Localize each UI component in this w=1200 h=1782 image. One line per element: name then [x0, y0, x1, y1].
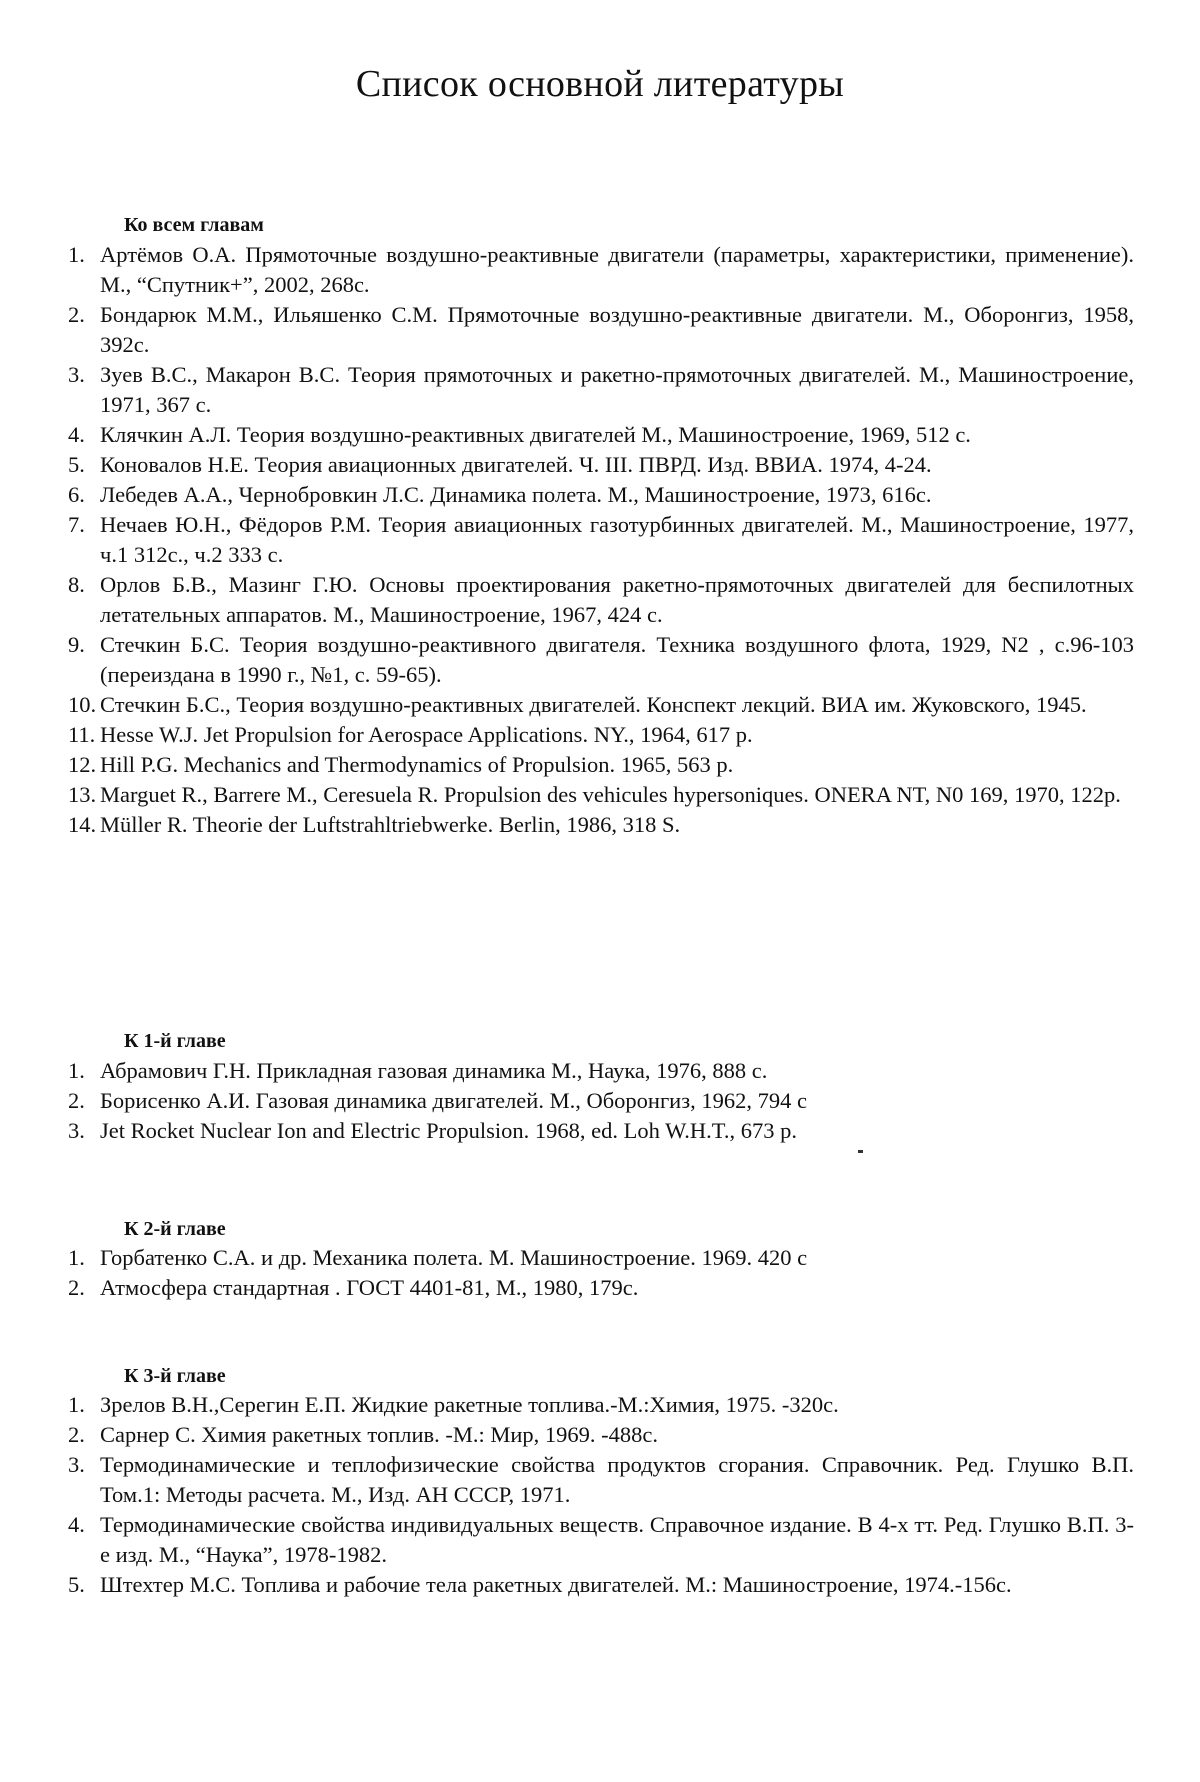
reference-item [0, 810, 1134, 840]
reference-list-all-chapters [0, 240, 1200, 840]
reference-item [0, 1243, 1134, 1273]
reference-item [0, 750, 1134, 780]
reference-item [0, 300, 1134, 360]
reference-text: Jet Rocket Nuclear Ion and Electric Propulsion. 1968, ed. Loh W.H.T., 673 p. [100, 1118, 797, 1143]
reference-number: 7. [68, 512, 85, 537]
reference-text: Hill P.G. Mechanics and Thermodynamics of Propulsion. 1965, 563 p. [100, 752, 734, 777]
reference-item [0, 450, 1134, 480]
reference-number: 14. [68, 812, 97, 837]
reference-text: Штехтер М.С. Топлива и рабочие тела ракетных двигателей. М.: Машиностроение, 1974.-156с. [100, 1572, 1012, 1597]
reference-item [0, 630, 1134, 690]
reference-text: Marguet R., Barrere M., Ceresuela R. Propulsion des vehicules hypersoniques. ONERA NT, N0 169, 1970, 122p. [100, 782, 1121, 807]
reference-text: Термодинамические свойства индивидуальных веществ. Справочное издание. В 4-х тт. Ред. Глушко В.П. 3-е изд. М., “Наука”, 1978-1982. [100, 1512, 1134, 1567]
reference-number: 2. [68, 1275, 85, 1300]
reference-text: Сарнер С. Химия ракетных топлив. -М.: Мир, 1969. -488с. [100, 1422, 659, 1447]
reference-item [0, 510, 1134, 570]
reference-text: Зрелов В.Н.,Серегин Е.П. Жидкие ракетные топлива.-М.:Химия, 1975. -320с. [100, 1392, 839, 1417]
reference-text: Зуев В.С., Макарон В.С. Теория прямоточных и ракетно-прямоточных двигателей. М., Машиностроение, 1971, 367 с. [100, 362, 1134, 417]
reference-item [0, 1570, 1134, 1600]
reference-text: Абрамович Г.Н. Прикладная газовая динамика М., Наука, 1976, 888 с. [100, 1058, 768, 1083]
reference-number: 4. [68, 422, 85, 447]
reference-text: Горбатенко С.А. и др. Механика полета. М. Машиностроение. 1969. 420 с [100, 1245, 808, 1270]
reference-text: Нечаев Ю.Н., Фёдоров Р.М. Теория авиационных газотурбинных двигателей. М., Машиностроение, 1977, ч.1 312с., ч.2 333 с. [100, 512, 1134, 567]
reference-number: 6. [68, 482, 85, 507]
reference-number: 2. [68, 1422, 85, 1447]
reference-item [0, 690, 1134, 720]
reference-number: 5. [68, 1572, 85, 1597]
reference-text: Артёмов О.А. Прямоточные воздушно-реактивные двигатели (параметры, характеристики, применение). М., “Спутник+”, 2002, 268с. [100, 242, 1134, 297]
reference-number: 4. [68, 1512, 85, 1537]
reference-item [0, 1390, 1134, 1420]
reference-text: Термодинамические и теплофизические свойства продуктов сгорания. Справочник. Ред. Глушко В.П. Том.1: Методы расчета. М., Изд. АН СССР, 1971. [100, 1452, 1134, 1507]
reference-number: 3. [68, 1452, 85, 1477]
reference-text: Атмосфера стандартная . ГОСТ 4401-81, М., 1980, 179с. [100, 1275, 639, 1300]
section-heading-chapter-2: К 2-й главе [124, 1218, 226, 1240]
reference-list-chapter-2 [0, 1243, 1200, 1303]
section-heading-chapter-1: К 1-й главе [124, 1030, 226, 1052]
reference-number: 1. [68, 1392, 85, 1417]
reference-number: 3. [68, 1118, 85, 1143]
reference-item [0, 480, 1134, 510]
reference-number: 1. [68, 1058, 85, 1083]
reference-item [0, 420, 1134, 450]
reference-item [0, 1420, 1134, 1450]
reference-number: 13. [68, 782, 97, 807]
reference-text: Hesse W.J. Jet Propulsion for Aerospace Applications. NY., 1964, 617 p. [100, 722, 753, 747]
reference-number: 11. [68, 722, 96, 747]
reference-item [0, 780, 1134, 810]
reference-item [0, 1086, 1134, 1116]
reference-text: Лебедев А.А., Чернобровкин Л.С. Динамика полета. М., Машиностроение, 1973, 616с. [100, 482, 932, 507]
section-heading-chapter-3: К 3-й главе [124, 1365, 226, 1387]
reference-number: 9. [68, 632, 85, 657]
reference-text: Müller R. Theorie der Luftstrahltriebwerke. Berlin, 1986, 318 S. [100, 812, 681, 837]
reference-item [0, 720, 1134, 750]
scan-speck [858, 1150, 863, 1153]
page-title: Список основной литературы [355, 63, 845, 105]
reference-list-chapter-1 [0, 1056, 1200, 1146]
reference-list-chapter-3 [0, 1390, 1200, 1600]
reference-text: Клячкин А.Л. Теория воздушно-реактивных двигателей М., Машиностроение, 1969, 512 с. [100, 422, 971, 447]
reference-item [0, 1510, 1134, 1570]
reference-text: Коновалов Н.Е. Теория авиационных двигателей. Ч. III. ПВРД. Изд. ВВИА. 1974, 4-24. [100, 452, 932, 477]
reference-item [0, 360, 1134, 420]
reference-number: 2. [68, 1088, 85, 1113]
reference-number: 2. [68, 302, 85, 327]
reference-item [0, 1273, 1134, 1303]
reference-item [0, 1056, 1134, 1086]
reference-item [0, 570, 1134, 630]
reference-text: Борисенко А.И. Газовая динамика двигателей. М., Оборонгиз, 1962, 794 с [100, 1088, 807, 1113]
reference-number: 10. [68, 692, 97, 717]
reference-number: 1. [68, 1245, 85, 1270]
reference-text: Стечкин Б.С., Теория воздушно-реактивных двигателей. Конспект лекций. ВИА им. Жуковского, 1945. [100, 692, 1087, 717]
reference-text: Бондарюк М.М., Ильяшенко С.М. Прямоточные воздушно-реактивные двигатели. М., Оборонгиз, 1958, 392с. [100, 302, 1134, 357]
reference-item [0, 1450, 1134, 1510]
section-heading-all-chapters: Ко всем главам [124, 214, 264, 236]
reference-number: 8. [68, 572, 85, 597]
reference-item [0, 240, 1134, 300]
reference-item [0, 1116, 1134, 1146]
reference-number: 5. [68, 452, 85, 477]
reference-text: Стечкин Б.С. Теория воздушно-реактивного двигателя. Техника воздушного флота, 1929, N2 , с.96-103 (переиздана в 1990 г., №1, с. 59-65). [100, 632, 1134, 687]
reference-text: Орлов Б.В., Мазинг Г.Ю. Основы проектирования ракетно-прямоточных двигателей для беспилотных летательных аппаратов. М., Машиностроение, 1967, 424 с. [100, 572, 1134, 627]
reference-number: 12. [68, 752, 97, 777]
reference-number: 3. [68, 362, 85, 387]
reference-number: 1. [68, 242, 85, 267]
